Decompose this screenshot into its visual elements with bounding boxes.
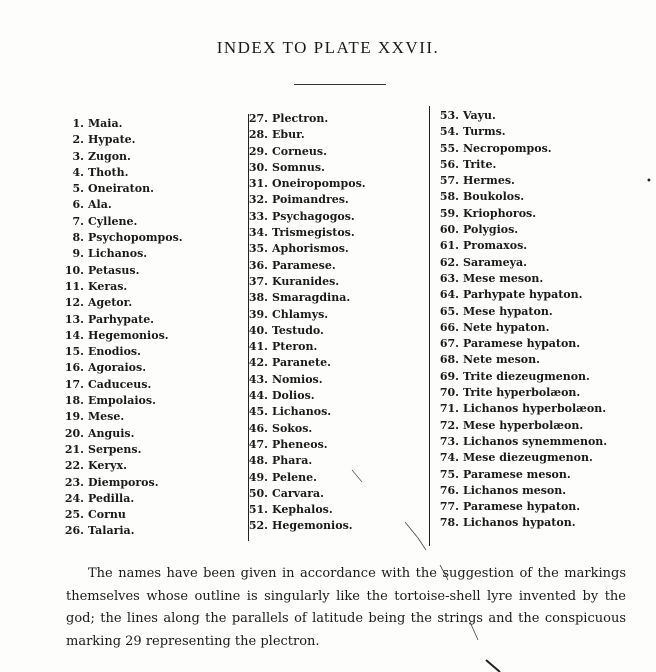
entry-name: Kephalos. (272, 503, 333, 517)
entry-number: 43. (248, 372, 268, 386)
entry-name: Hermes. (463, 174, 515, 188)
entry-number: 27. (248, 112, 268, 125)
entry-number: 24. (64, 491, 84, 505)
entry-number: 76. (439, 483, 459, 497)
entry-number: 56. (439, 157, 459, 171)
entry-name: Agetor. (88, 296, 133, 310)
entry-number: 12. (64, 296, 84, 310)
explanatory-note (66, 563, 626, 653)
entry-number: 44. (248, 389, 268, 403)
entry-number: 47. (248, 437, 268, 451)
entry-name: Pelene. (272, 470, 317, 484)
entry-name: Nete meson. (463, 353, 540, 367)
entry-number: 33. (248, 209, 268, 223)
entry-name: Poimandres. (272, 193, 349, 207)
entry-name: Vayu. (463, 109, 496, 122)
entry-name: Lichanos. (88, 247, 148, 261)
entry-name: Lichanos hypaton. (463, 516, 576, 530)
entry-number: 28. (248, 128, 268, 142)
entry-name: Mese meson. (463, 271, 544, 285)
entry-number: 9. (72, 247, 84, 261)
entry-number: 46. (248, 421, 268, 435)
entry-number: 6. (72, 198, 84, 212)
entry-name: Oneiropompos. (272, 177, 366, 191)
entry-number: 50. (248, 486, 268, 500)
entry-name: Petasus. (88, 263, 140, 277)
entry-name: Paramese hypaton. (463, 337, 581, 351)
entry-name: Somnus. (272, 160, 325, 174)
entry-name: Ebur. (272, 128, 305, 142)
entry-number: 49. (248, 470, 268, 484)
entry-name: Empolaios. (88, 394, 156, 408)
entry-name: Pedilla. (88, 491, 135, 505)
entry-number: 40. (248, 323, 268, 337)
entry-number: 36. (248, 258, 268, 272)
entry-number: 16. (64, 361, 84, 375)
entry-name: Psychopompos. (88, 231, 183, 245)
entry-name: Necropompos. (463, 141, 552, 155)
entry-number: 48. (248, 454, 268, 468)
entry-number: 30. (248, 160, 268, 174)
entry-name: Plectron. (272, 112, 329, 125)
entry-number: 57. (439, 174, 459, 188)
entry-name: Sarameya. (463, 255, 527, 269)
entry-number: 34. (248, 226, 268, 240)
margin-dot: • (646, 176, 652, 187)
entry-number: 15. (64, 345, 84, 359)
entry-name: Paranete. (272, 356, 331, 370)
entry-number: 55. (439, 141, 459, 155)
entry-number: 19. (64, 410, 84, 424)
entry-name: Lichanos. (272, 405, 332, 419)
entry-number: 59. (439, 206, 459, 220)
entry-name: Zugon. (88, 149, 131, 163)
entry-number: 67. (439, 337, 459, 351)
entry-number: 21. (64, 442, 84, 456)
entry-number: 78. (439, 516, 459, 530)
entry-number: 7. (72, 214, 84, 228)
entry-name: Paramese meson. (463, 467, 571, 481)
entry-number: 4. (72, 165, 84, 179)
entry-name: Cornu (88, 508, 126, 522)
entry-number: 66. (439, 320, 459, 334)
entry-name: Trismegistos. (272, 226, 355, 240)
entry-number: 22. (64, 459, 84, 473)
entry-number: 20. (64, 426, 84, 440)
entry-number: 1. (72, 117, 84, 130)
entry-name: Phara. (272, 454, 313, 468)
entry-name: Keras. (88, 279, 128, 293)
entry-name: Corneus. (272, 144, 327, 158)
entry-number: 3. (72, 149, 84, 163)
entry-number: 37. (248, 274, 268, 288)
entry-name: Paramese. (272, 258, 336, 272)
entry-name: Hypate. (88, 133, 136, 147)
entry-number: 13. (64, 312, 84, 326)
entry-name: Pheneos. (272, 437, 328, 451)
entry-number: 11. (64, 279, 84, 293)
entry-name: Enodios. (88, 345, 141, 359)
entry-name: Boukolos. (463, 190, 525, 204)
entry-number: 58. (439, 190, 459, 204)
entry-number: 23. (64, 475, 84, 489)
entry-name: Caduceus. (88, 377, 152, 391)
entry-number: 39. (248, 307, 268, 321)
entry-name: Lichanos hyperbolæon. (463, 402, 607, 416)
entry-name: Kriophoros. (463, 206, 537, 220)
entry-number: 69. (439, 369, 459, 383)
entry-number: 53. (439, 109, 459, 122)
entry-name: Lichanos synemmenon. (463, 434, 608, 448)
entry-name: Lichanos meson. (463, 483, 567, 497)
entry-name: Diemporos. (88, 475, 159, 489)
entry-name: Promaxos. (463, 239, 528, 253)
entry-number: 65. (439, 304, 459, 318)
entry-name: Sokos. (272, 421, 313, 435)
entry-number: 45. (248, 405, 268, 419)
entry-name: Nete hypaton. (463, 320, 550, 334)
entry-name: Maia. (88, 117, 123, 130)
entry-name: Ala. (88, 198, 112, 212)
entry-name: Cyllene. (88, 214, 138, 228)
entry-name: Polygios. (463, 223, 519, 237)
entry-number: 14. (64, 328, 84, 342)
entry-number: 51. (248, 503, 268, 517)
entry-number: 32. (248, 193, 268, 207)
entry-name: Mese diezeugmenon. (463, 451, 593, 465)
entry-number: 64. (439, 288, 459, 302)
entry-name: Testudo. (272, 323, 324, 337)
entry-number: 31. (248, 177, 268, 191)
entry-name: Smaragdina. (272, 291, 351, 305)
entry-name: Agoraios. (88, 361, 147, 375)
entry-number: 35. (248, 242, 268, 256)
entry-number: 26. (64, 524, 84, 538)
entry-name: Oneiraton. (88, 182, 154, 196)
entry-number: 25. (64, 508, 84, 522)
entry-name: Mese. (88, 410, 125, 424)
entry-number: 5. (72, 182, 84, 196)
page-title: INDEX TO PLATE XXVII. (216, 38, 440, 57)
entry-name: Carvara. (272, 486, 324, 500)
entry-number: 60. (439, 223, 459, 237)
entry-number: 52. (248, 519, 268, 533)
entry-number: 54. (439, 125, 459, 139)
entry-number: 72. (439, 418, 459, 432)
entry-name: Dolios. (272, 389, 315, 403)
entry-name: Trite diezeugmenon. (463, 369, 590, 383)
entry-number: 41. (248, 340, 268, 354)
entry-name: Paramese hypaton. (463, 500, 581, 514)
note-text: The names have been given in accordance with the suggestion of the markings themselves whose outline is singularly like the tortoise-shell lyre invented by the god; the lines along the parallels of latitude being the strings and the conspicuous marking 29 representing the plectron. (66, 566, 626, 649)
entry-number: 10. (64, 263, 84, 277)
entry-number: 75. (439, 467, 459, 481)
entry-name: Pteron. (272, 340, 318, 354)
entry-name: Mese hyperbolæon. (463, 418, 584, 432)
entry-name: Kuranides. (272, 274, 340, 288)
entry-name: Serpens. (88, 442, 142, 456)
entry-name: Talaria. (88, 524, 135, 538)
entry-name: Chlamys. (272, 307, 329, 321)
entry-number: 8. (72, 231, 84, 245)
entry-name: Anguis. (88, 426, 135, 440)
entry-number: 42. (248, 356, 268, 370)
entry-number: 70. (439, 386, 459, 400)
entry-number: 71. (439, 402, 459, 416)
entry-name: Mese hypaton. (463, 304, 553, 318)
entry-name: Trite hyperbolæon. (463, 386, 581, 400)
entry-number: 18. (64, 394, 84, 408)
entry-number: 17. (64, 377, 84, 391)
entry-name: Nomios. (272, 372, 323, 386)
entry-name: Thoth. (88, 165, 129, 179)
entry-name: Turms. (463, 125, 506, 139)
entry-number: 38. (248, 291, 268, 305)
entry-number: 74. (439, 451, 459, 465)
entry-number: 29. (248, 144, 268, 158)
entry-number: 73. (439, 434, 459, 448)
entry-number: 68. (439, 353, 459, 367)
entry-name: Parhypate hypaton. (463, 288, 583, 302)
entry-name: Hegemonios. (88, 328, 169, 342)
entry-number: 61. (439, 239, 459, 253)
entry-name: Keryx. (88, 459, 127, 473)
entry-number: 63. (439, 271, 459, 285)
entry-name: Aphorismos. (272, 242, 349, 256)
entry-name: Parhypate. (88, 312, 155, 326)
entry-name: Psychagogos. (272, 209, 355, 223)
entry-number: 77. (439, 500, 459, 514)
entry-name: Hegemonios. (272, 519, 353, 533)
entry-number: 2. (72, 133, 84, 147)
entry-name: Trite. (463, 157, 497, 171)
entry-number: 62. (439, 255, 459, 269)
